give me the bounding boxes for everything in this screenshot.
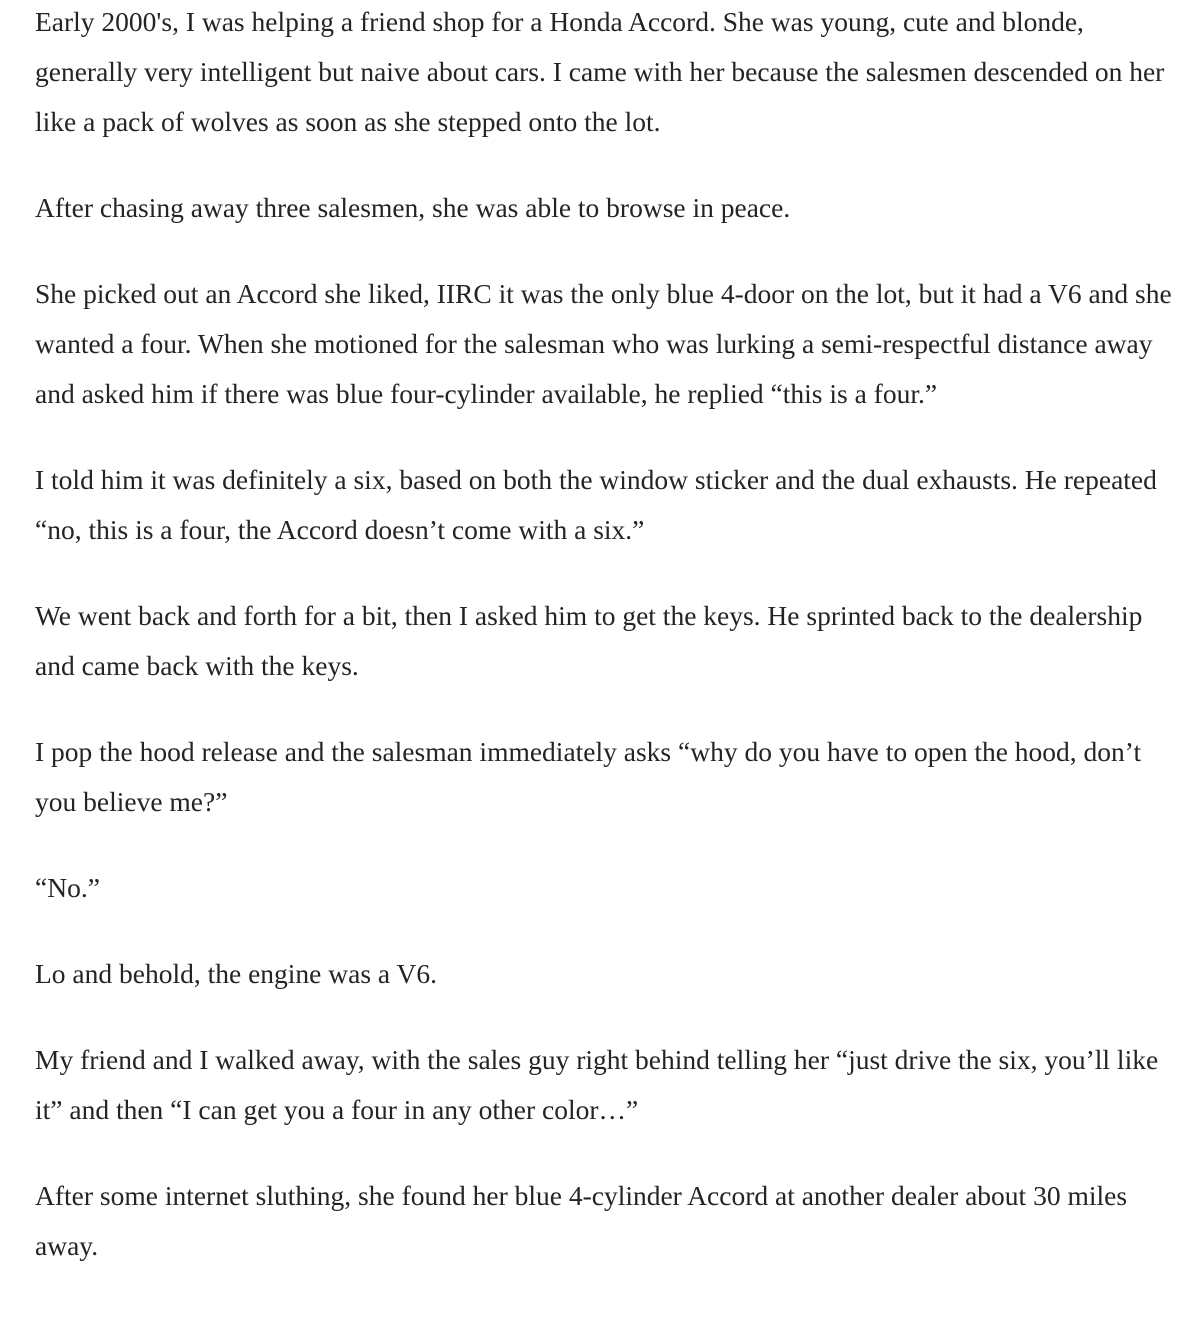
- paragraph-5: We went back and forth for a bit, then I asked him to get the keys. He sprinted back to the dealership and came back with the keys.: [35, 600, 1143, 681]
- paragraph-7: “No.”: [35, 872, 100, 903]
- article-body: [35, 0, 1175, 1307]
- paragraph-8: Lo and behold, the engine was a V6.: [35, 958, 437, 989]
- paragraph-2: After chasing away three salesmen, she was able to browse in peace.: [35, 192, 791, 223]
- paragraph-9: My friend and I walked away, with the sales guy right behind telling her “just drive the six, you’ll like it” and then “I can get you a four in any other color…”: [35, 1044, 1159, 1125]
- paragraph-6: I pop the hood release and the salesman immediately asks “why do you have to open the hood, don’t you believe me?”: [35, 736, 1142, 817]
- paragraph-1: Early 2000's, I was helping a friend shop for a Honda Accord. She was young, cute and blonde, generally very intelligent but naive about cars. I came with her because the salesmen descended on her like a pack of wolves as soon as she stepped onto the lot.: [35, 6, 1165, 137]
- paragraph-4: I told him it was definitely a six, based on both the window sticker and the dual exhausts. He repeated “no, this is a four, the Accord doesn’t come with a six.”: [35, 464, 1157, 545]
- paragraph-10: After some internet sluthing, she found her blue 4-cylinder Accord at another dealer about 30 miles away.: [35, 1180, 1128, 1261]
- paragraph-3: She picked out an Accord she liked, IIRC it was the only blue 4-door on the lot, but it had a V6 and she wanted a four. When she motioned for the salesman who was lurking a semi-respectful distance away and asked him if there was blue four-cylinder available, he replied “this is a four.”: [35, 278, 1172, 409]
